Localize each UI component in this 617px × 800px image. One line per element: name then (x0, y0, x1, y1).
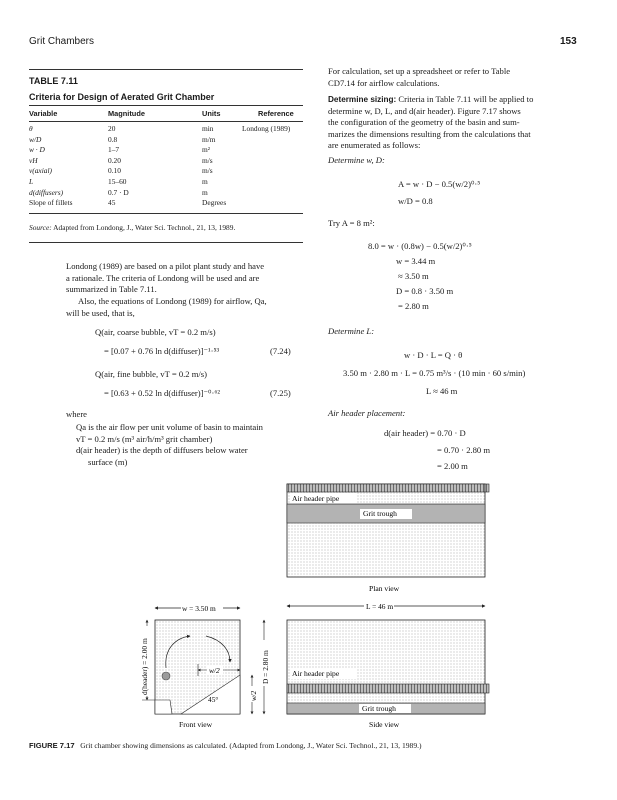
table-cell: m² (202, 145, 210, 154)
text-line: marizes the dimensions resulting from the calculations that (328, 128, 531, 139)
d-header-label: d(header) = 2.00 m (140, 638, 149, 695)
caption-text: Grit chamber showing dimensions as calculated. (Adapted from Londong, J., Water Sci. Technol., 21, 13, 1989.) (80, 741, 422, 750)
text-line: surface (m) (88, 456, 128, 467)
plan-air-header-pipe-end (485, 484, 489, 492)
side-basin (287, 620, 485, 714)
table-cell: m (202, 188, 208, 197)
table-cell: m (202, 177, 208, 186)
table-cell: min (202, 124, 214, 133)
running-title: Grit Chambers (29, 36, 95, 47)
table-cell: 0.10 (108, 166, 121, 175)
table-cell: Degrees (202, 198, 227, 207)
table-cell: vH (29, 156, 38, 165)
equation-l-2: 3.50 m · 2.80 m · L = 0.75 m³/s · (10 min · 60 s/min) (343, 368, 526, 378)
page-number: 153 (560, 36, 577, 47)
table-cell: w · D (29, 145, 45, 154)
table-cell: θ (29, 124, 33, 133)
side-view (287, 601, 489, 729)
text-line: vT = 0.2 m/s (m³ air/h/m³ grit chamber) (76, 433, 213, 444)
subheading-air-header: Air header placement: (328, 408, 406, 418)
equation-7-24-line-1: Q(air, coarse bubble, vT = 0.2 m/s) (95, 327, 216, 337)
L-dimension-label: L = 46 m (366, 602, 394, 611)
column-header-reference: Reference (258, 109, 294, 118)
w-half-label: w/2 (209, 666, 220, 675)
table-cell: 1–7 (108, 145, 120, 154)
sizing-heading: Determine sizing: (328, 95, 397, 104)
table-cell: d(diffusers) (29, 188, 64, 197)
plan-view-label: Plan view (369, 584, 400, 593)
front-fillet-left (155, 700, 172, 714)
angle-label: 45° (208, 695, 219, 704)
equation-7-25-line-2: = [0.63 + 0.52 ln d(diffuser)]⁻⁰·⁶² (104, 388, 220, 398)
table-cell: 0.20 (108, 156, 121, 165)
equation-7-25-line-1: Q(air, fine bubble, vT = 0.2 m/s) (95, 369, 207, 379)
subheading-determine-wd: Determine w, D: (328, 155, 385, 165)
front-view-label: Front view (179, 720, 213, 729)
text-line: Qa is the air flow per unit volume of basin to maintain (76, 422, 263, 432)
air-header-line-3: = 2.00 m (437, 461, 468, 471)
caption-label: FIGURE 7.17 (29, 741, 75, 750)
air-header-line-2: = 0.70 · 2.80 m (437, 445, 491, 455)
diffuser-pipe (162, 672, 170, 680)
side-air-header-label: Air header pipe (292, 669, 340, 678)
subheading-determine-l: Determine L: (328, 326, 375, 336)
text-line: will be used, that is, (66, 307, 135, 318)
text-line: For calculation, set up a spreadsheet or refer to Table (328, 66, 511, 76)
table-cell: m/s (202, 156, 213, 165)
table-cell: 20 (108, 124, 116, 133)
figure-caption (29, 741, 422, 750)
table-label: TABLE 7.11 (29, 76, 78, 86)
table-cell: v(axial) (29, 166, 52, 175)
plan-view (287, 484, 489, 593)
equation-7-25-number: (7.25) (270, 388, 291, 398)
text-line: summarized in Table 7.11. (66, 284, 157, 295)
text-line: Londong (1989) are based on a pilot plant study and have (66, 261, 265, 271)
table-cell: 45 (108, 198, 116, 207)
text-line: a rationale. The criteria of Londong will be used and are (66, 272, 260, 283)
air-header-line-1: d(air header) = 0.70 · D (384, 428, 466, 438)
table-cell: Londong (1989) (242, 124, 291, 133)
table-cell: 15–60 (108, 177, 127, 186)
text-line: determine w, D, L, and d(air header). Figure 7.17 shows (328, 105, 521, 116)
D-dimension-label: D = 2.80 m (261, 650, 270, 684)
table-cell: L (29, 177, 34, 186)
calc-line-2: w = 3.44 m (396, 256, 436, 266)
where-label: where (66, 409, 87, 419)
table-title: Criteria for Design of Aerated Grit Chamber (29, 92, 215, 102)
calc-line-4: D = 0.8 · 3.50 m (396, 286, 454, 296)
column-header-units: Units (202, 109, 221, 118)
table-cell: m/s (202, 166, 213, 175)
text-line: the configuration of the geometry of the basin and sum- (328, 117, 520, 128)
side-view-label: Side view (369, 720, 400, 729)
table-cell: 0.7 · D (108, 188, 129, 197)
w-dimension-label: w = 3.50 m (182, 604, 216, 613)
equation-7-24-number: (7.24) (270, 346, 291, 356)
column-header-magnitude: Magnitude (108, 109, 145, 118)
equation-l-3: L ≈ 46 m (426, 386, 458, 396)
equation-l-1: w · D · L = Q · θ (404, 350, 463, 360)
calc-line-5: = 2.80 m (398, 301, 429, 311)
source-label: Source: (29, 223, 52, 232)
table-cell: w/D (29, 135, 42, 144)
front-view (139, 603, 270, 729)
table-cell: Slope of fillets (29, 198, 73, 207)
try-area: Try A = 8 m²: (328, 218, 375, 228)
equation-w-over-d: w/D = 0.8 (398, 196, 433, 206)
w-half-vertical-label: w/2 (250, 690, 258, 701)
text-line: CD7.14 for airflow calculations. (328, 77, 440, 88)
column-header-variable: Variable (29, 109, 58, 118)
text-line: d(air header) is the depth of diffusers below water (76, 445, 248, 456)
plan-air-header-label: Air header pipe (292, 494, 340, 503)
plan-air-header-pipe (287, 484, 485, 492)
plan-grit-trough-label: Grit trough (363, 509, 397, 518)
side-grit-trough-label: Grit trough (362, 704, 396, 713)
source-text: Adapted from Londong, J., Water Sci. Technol., 21, 13, 1989. (53, 223, 236, 232)
table-cell: m/m (202, 135, 216, 144)
table-cell: 0.8 (108, 135, 118, 144)
sizing-text: Criteria in Table 7.11 will be applied to (398, 94, 534, 104)
side-air-header-pipe (287, 684, 489, 693)
text-line: are enumerated as follows: (328, 140, 421, 151)
text-line: Also, the equations of Londong (1989) for airflow, Qa, (78, 296, 267, 306)
calc-line-3: ≈ 3.50 m (398, 271, 429, 281)
calc-line-1: 8.0 = w · (0.8w) − 0.5(w/2)⁰·⁵ (368, 241, 472, 251)
equation-area: A = w · D − 0.5(w/2)⁰·⁵ (398, 179, 481, 189)
equation-7-24-line-2: = [0.07 + 0.76 ln d(diffuser)]⁻¹·⁵³ (104, 346, 220, 356)
